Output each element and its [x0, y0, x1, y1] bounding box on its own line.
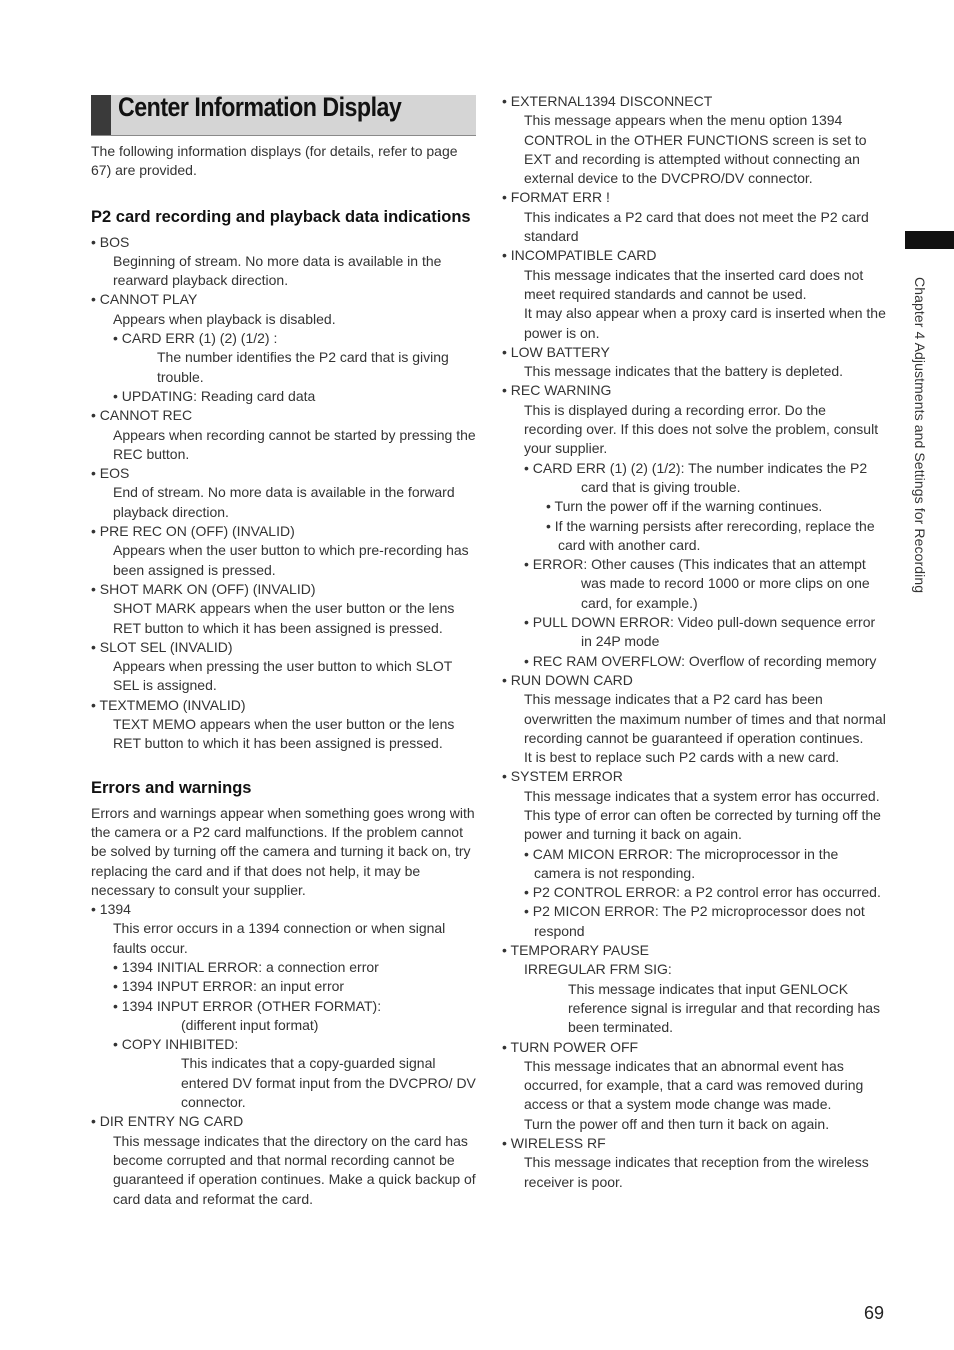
- item-bos-desc: Beginning of stream. No more data is available in the rearward playback direction.: [113, 252, 442, 289]
- item-format-err: • FORMAT ERR !: [502, 189, 610, 206]
- item-run-down-desc2: It is best to replace such P2 cards with a new card.: [524, 749, 840, 766]
- item-turn-power-off-desc2: Turn the power off and then turn it back on again.: [524, 1115, 830, 1132]
- item-low-battery: • LOW BATTERY: [502, 343, 610, 360]
- right-column: [502, 92, 888, 1192]
- item-format-err-desc: This indicates a P2 card that does not meet the P2 card standard: [524, 208, 869, 245]
- item-irregular: IRREGULAR FRM SIG:: [524, 961, 672, 978]
- item-dir-entry-desc: This message indicates that the directory on the card has become corrupted and that normal recording cannot be guaranteed if operation continues. Make a quick backup of card data and reformat the card.: [113, 1132, 476, 1207]
- item-incompatible-desc1: This message indicates that the inserted card does not meet required standards and cannot be used.: [524, 266, 864, 302]
- item-1394-initial: • 1394 INITIAL ERROR: a connection error: [113, 958, 379, 975]
- errors-intro: Errors and warnings appear when something goes wrong with the camera or a P2 card malfunctions. If the problem cannot be solved by turning off the camera and turning it back on, try replacing the card and if that does not help, it may be necessary to consult your supplier.: [91, 804, 475, 898]
- item-textmemo-desc: TEXT MEMO appears when the user button or the lens RET button to which it has been assigned is pressed.: [113, 716, 455, 752]
- item-shot-mark: • SHOT MARK ON (OFF) (INVALID): [91, 580, 316, 597]
- item-rw-recram: • REC RAM OVERFLOW: Overflow of recording memory: [524, 652, 877, 669]
- item-dir-entry: • DIR ENTRY NG CARD: [91, 1113, 244, 1130]
- item-shot-mark-desc: SHOT MARK appears when the user button or the lens RET button to which it has been assigned is pressed.: [113, 600, 455, 636]
- item-turn-power-off-desc1: This message indicates that an abnormal event has occurred, for example, that a card was removed during access or that a system mode change was made.: [524, 1057, 864, 1113]
- item-rw-pulldown: • PULL DOWN ERROR: Video pull-down sequence error in 24P mode: [524, 614, 876, 650]
- item-ext1394-desc: This message appears when the menu option 1394 CONTROL in the OTHER FUNCTIONS screen is set to EXT and recording is attempted without connecting an external device to the DVCPRO/DV connector.: [524, 112, 867, 187]
- item-temp-pause: • TEMPORARY PAUSE: [502, 942, 650, 959]
- item-eos-desc: End of stream. No more data is available in the forward playback direction.: [113, 484, 455, 520]
- item-system-error-desc: This message indicates that a system error has occurred. This type of error can often be corrected by turning off the power and turning it back on again.: [524, 787, 881, 843]
- item-run-down-desc1: This message indicates that a P2 card has been overwritten the maximum number of times and that normal recording cannot be guaranteed if operation continues.: [524, 691, 886, 746]
- item-1394-other: • 1394 INPUT ERROR (OTHER FORMAT):: [113, 997, 382, 1014]
- section-heading-p2: P2 card recording and playback data indications: [91, 207, 471, 226]
- item-1394: • 1394: [91, 901, 131, 918]
- chapter-tab: [905, 231, 954, 249]
- page-title: Center Information Display: [118, 92, 402, 122]
- item-textmemo: • TEXTMEMO (INVALID): [91, 696, 246, 713]
- item-card-err: • CARD ERR (1) (2) (1/2) :: [113, 330, 278, 347]
- item-copy-inhibited: • COPY INHIBITED:: [113, 1036, 239, 1053]
- item-turn-power-off: • TURN POWER OFF: [502, 1038, 639, 1055]
- item-run-down: • RUN DOWN CARD: [502, 671, 633, 688]
- item-1394-other-desc: (different input format): [181, 1016, 319, 1033]
- item-system-error: • SYSTEM ERROR: [502, 768, 623, 785]
- item-copy-inhibited-desc: This indicates that a copy-guarded signal entered DV format input from the DVCPRO/ DV connector.: [181, 1055, 476, 1111]
- title-marker: [91, 95, 111, 135]
- item-rw-persist: • If the warning persists after rerecording, replace the card with another card.: [546, 517, 875, 553]
- item-rw-card-err: • CARD ERR (1) (2) (1/2): The number indicates the P2 card that is giving trouble.: [524, 459, 868, 495]
- item-irregular-desc: This message indicates that input GENLOCK reference signal is irregular and that recording has been terminated.: [568, 980, 881, 1036]
- item-ext1394: • EXTERNAL1394 DISCONNECT: [502, 93, 713, 109]
- item-cannot-rec-desc: Appears when recording cannot be started by pressing the REC button.: [113, 426, 476, 462]
- item-incompatible: • INCOMPATIBLE CARD: [502, 247, 657, 264]
- section-heading-errors: Errors and warnings: [91, 778, 252, 797]
- item-bos: • BOS: [91, 233, 130, 250]
- item-eos: • EOS: [91, 465, 130, 482]
- intro-text: The following information displays (for details, refer to page 67) are provided.: [91, 143, 458, 179]
- item-cam-micon: • CAM MICON ERROR: The microprocessor in the camera is not responding.: [524, 845, 839, 881]
- item-rw-error: • ERROR: Other causes (This indicates that an attempt was made to record 1000 or more clips on one card, for example.): [524, 556, 870, 611]
- item-rec-warning-desc: This is displayed during a recording error. Do the recording over. If this does not solve the problem, consult your supplier.: [524, 401, 879, 457]
- item-wireless: • WIRELESS RF: [502, 1135, 606, 1152]
- item-slot-sel: • SLOT SEL (INVALID): [91, 638, 233, 655]
- item-incompatible-desc2: It may also appear when a proxy card is inserted when the power is on.: [524, 305, 886, 341]
- item-rw-turn-off: • Turn the power off if the warning continues.: [546, 498, 823, 515]
- item-cannot-play-desc: Appears when playback is disabled.: [113, 310, 336, 327]
- item-p2-control: • P2 CONTROL ERROR: a P2 control error has occurred.: [524, 884, 881, 901]
- item-wireless-desc: This message indicates that reception from the wireless receiver is poor.: [524, 1154, 869, 1190]
- title-bar: [91, 92, 476, 136]
- left-column: [91, 92, 476, 1209]
- item-slot-sel-desc: Appears when pressing the user button to which SLOT SEL is assigned.: [113, 658, 453, 694]
- item-low-battery-desc: This message indicates that the battery is depleted.: [524, 363, 844, 380]
- item-pre-rec: • PRE REC ON (OFF) (INVALID): [91, 523, 295, 540]
- item-rec-warning: • REC WARNING: [502, 382, 612, 399]
- item-cannot-play: • CANNOT PLAY: [91, 291, 198, 308]
- item-cannot-rec: • CANNOT REC: [91, 407, 193, 424]
- chapter-side-label: Chapter 4 Adjustments and Settings for Recording: [912, 277, 928, 594]
- item-1394-input: • 1394 INPUT ERROR: an input error: [113, 978, 345, 995]
- item-card-err-desc: The number identifies the P2 card that is giving trouble.: [157, 349, 449, 385]
- item-p2-micon: • P2 MICON ERROR: The P2 microprocessor does not respond: [524, 903, 865, 939]
- item-pre-rec-desc: Appears when the user button to which pre-recording has been assigned is pressed.: [113, 542, 469, 578]
- page-number: 69: [864, 1303, 885, 1323]
- item-updating: • UPDATING: Reading card data: [113, 387, 316, 404]
- item-1394-desc: This error occurs in a 1394 connection or when signal faults occur.: [113, 920, 446, 956]
